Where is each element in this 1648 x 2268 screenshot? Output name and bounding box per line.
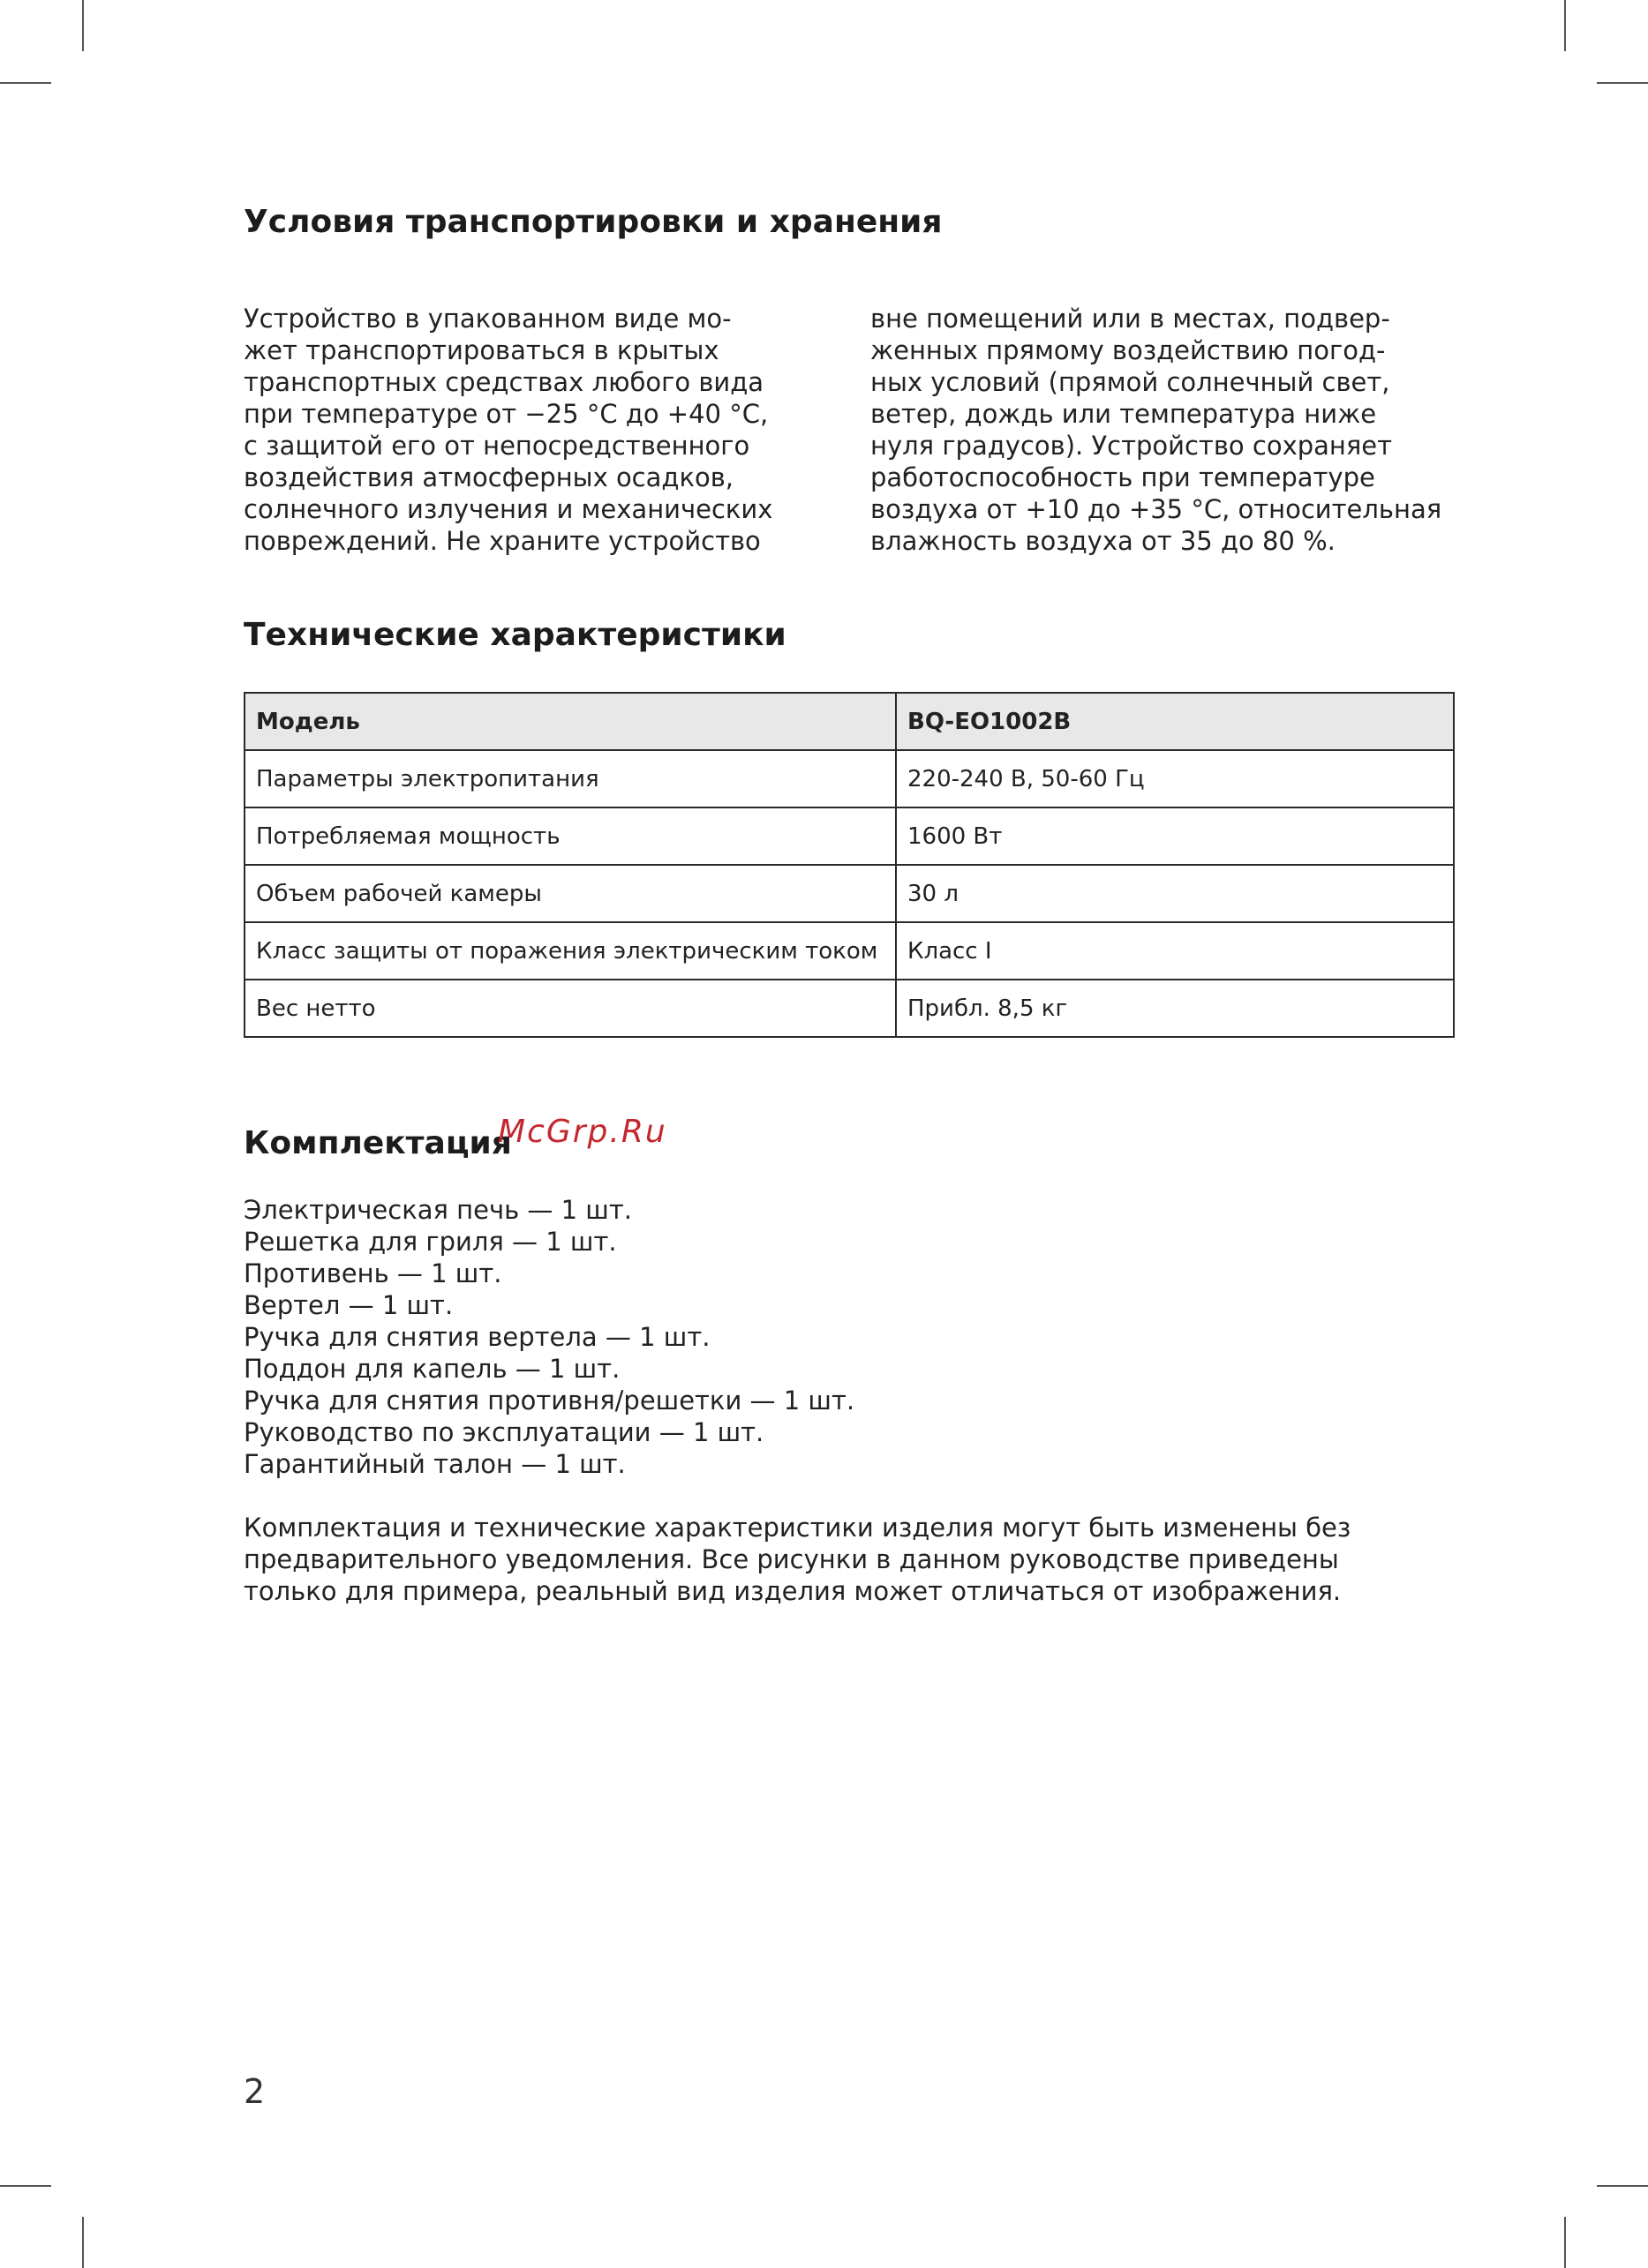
spec-label-cell: Класс защиты от поражения электрическим током bbox=[245, 922, 896, 980]
spec-label-cell: Вес нетто bbox=[245, 980, 896, 1037]
text-line: Комплектация и технические характеристики изделия могут быть изменены без bbox=[244, 1513, 1351, 1543]
text-line: предварительного уведомления. Все рисунки в данном руководстве приведены bbox=[244, 1544, 1339, 1574]
spec-value-cell: 1600 Вт bbox=[896, 807, 1454, 865]
text-line: вне помещений или в местах, подвер- bbox=[870, 304, 1390, 334]
text-line: нуля градусов). Устройство сохраняет bbox=[870, 431, 1393, 461]
spec-label-cell: Параметры электропитания bbox=[245, 750, 896, 807]
crop-mark-bottom-left-horizontal bbox=[0, 2185, 51, 2187]
table-row bbox=[245, 807, 1454, 865]
list-item: Гарантийный талон — 1 шт. bbox=[244, 1449, 626, 1479]
crop-mark-bottom-right-vertical bbox=[1564, 2217, 1566, 2268]
list-item: Ручка для снятия противня/решетки — 1 шт. bbox=[244, 1386, 855, 1416]
spec-value-cell: Прибл. 8,5 кг bbox=[896, 980, 1454, 1037]
text-line: воздействия атмосферных осадков, bbox=[244, 462, 734, 492]
text-line: при температуре от −25 °C до +40 °C, bbox=[244, 399, 769, 429]
list-item: Вертел — 1 шт. bbox=[244, 1290, 454, 1320]
list-item: Ручка для снятия вертела — 1 шт. bbox=[244, 1322, 711, 1352]
crop-mark-top-left-vertical bbox=[82, 0, 84, 51]
spec-value-cell: Класс I bbox=[896, 922, 1454, 980]
crop-mark-top-left-horizontal bbox=[0, 82, 51, 84]
specs-table-header-row bbox=[245, 693, 1454, 750]
text-line: ных условий (прямой солнечный свет, bbox=[870, 367, 1390, 397]
spec-label-cell: Объем рабочей камеры bbox=[245, 865, 896, 922]
text-line: транспортных средствах любого вида bbox=[244, 367, 764, 397]
list-item: Противень — 1 шт. bbox=[244, 1258, 502, 1288]
text-line: Устройство в упакованном виде мо- bbox=[244, 304, 732, 334]
text-line: повреждений. Не храните устройство bbox=[244, 526, 761, 556]
specs-section-title: Технические характеристики bbox=[244, 617, 786, 653]
package-disclaimer-note bbox=[244, 1512, 1351, 1607]
list-item: Руководство по эксплуатации — 1 шт. bbox=[244, 1417, 764, 1447]
page-number: 2 bbox=[244, 2072, 266, 2111]
spec-label-cell: Потребляемая мощность bbox=[245, 807, 896, 865]
text-line: солнечного излучения и механических bbox=[244, 494, 773, 524]
crop-mark-bottom-right-horizontal bbox=[1597, 2185, 1648, 2187]
package-contents-list bbox=[244, 1194, 854, 1480]
storage-section-title: Условия транспортировки и хранения bbox=[244, 204, 943, 240]
text-line: ветер, дождь или температура ниже bbox=[870, 399, 1377, 429]
text-line: влажность воздуха от 35 до 80 %. bbox=[870, 526, 1336, 556]
table-row bbox=[245, 865, 1454, 922]
list-item: Электрическая печь — 1 шт. bbox=[244, 1195, 632, 1225]
watermark-text: McGrp.Ru bbox=[498, 1114, 667, 1150]
crop-mark-top-right-horizontal bbox=[1597, 82, 1648, 84]
text-line: жет транспортироваться в крытых bbox=[244, 335, 719, 365]
table-row bbox=[245, 980, 1454, 1037]
table-row bbox=[245, 750, 1454, 807]
text-line: с защитой его от непосредственного bbox=[244, 431, 750, 461]
storage-text-left-column bbox=[244, 303, 817, 557]
specs-table bbox=[244, 692, 1455, 1038]
spec-value-cell: 30 л bbox=[896, 865, 1454, 922]
text-line: воздуха от +10 до +35 °C, относительная bbox=[870, 494, 1442, 524]
spec-value-cell: 220-240 В, 50-60 Гц bbox=[896, 750, 1454, 807]
specs-header-label: Модель bbox=[245, 693, 896, 750]
table-row bbox=[245, 922, 1454, 980]
text-line: работоспособность при температуре bbox=[870, 462, 1375, 492]
storage-text-right-column bbox=[870, 303, 1455, 557]
crop-mark-bottom-left-vertical bbox=[82, 2217, 84, 2268]
list-item: Поддон для капель — 1 шт. bbox=[244, 1354, 621, 1384]
package-section-title: Комплектация bbox=[244, 1125, 512, 1161]
text-line: женных прямому воздействию погод- bbox=[870, 335, 1386, 365]
specs-header-value: BQ-EO1002B bbox=[896, 693, 1454, 750]
crop-mark-top-right-vertical bbox=[1564, 0, 1566, 51]
list-item: Решетка для гриля — 1 шт. bbox=[244, 1227, 617, 1257]
text-line: только для примера, реальный вид изделия может отличаться от изображения. bbox=[244, 1576, 1342, 1606]
